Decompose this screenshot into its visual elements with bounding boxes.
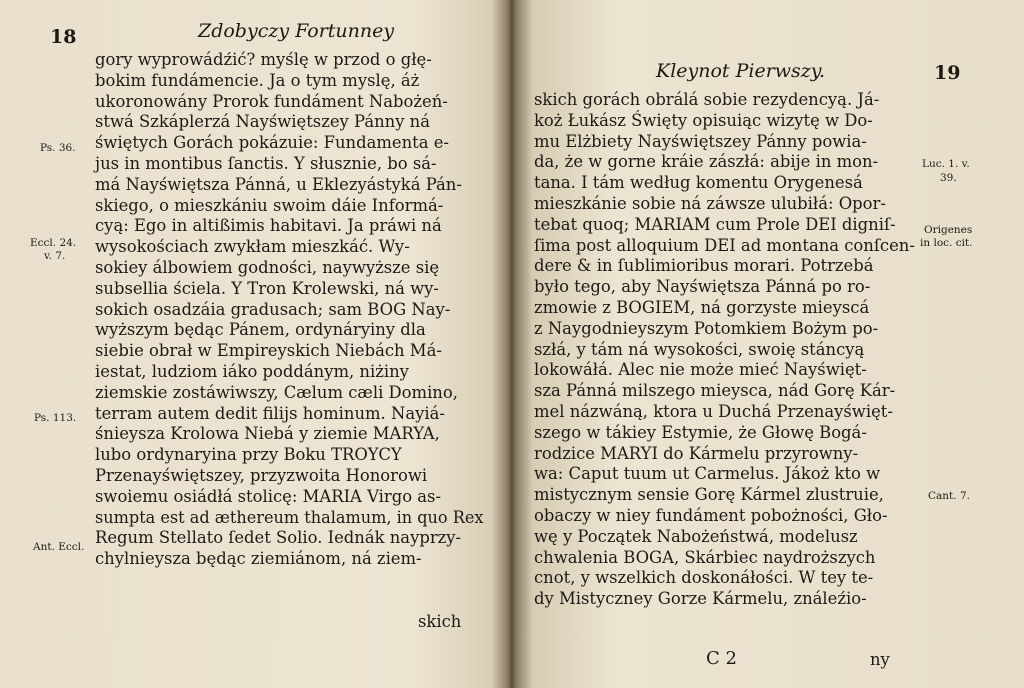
text-line: ukoronowány Prorok fundáment Nabożeń-: [95, 91, 448, 111]
text-line: lubo ordynaryina przy Boku TROYCY: [95, 445, 402, 465]
text-line: wę y Początek Nabożeństwá, modelusz: [534, 526, 858, 546]
text-line: było tego, aby Nayświętsza Pánná po ro-: [534, 277, 871, 297]
text-line: swoiemu osiádłá stolicę: MARIA Virgo as-: [95, 486, 442, 506]
text-line: dere & in ſublimioribus morari. Potrzebá: [534, 256, 874, 276]
text-line: obaczy w niey fundáment pobożności, Gło-: [534, 505, 888, 525]
text-line: iestat, ludziom iáko poddánym, niżiny: [95, 361, 409, 381]
margin-note: in loc. cit.: [920, 237, 973, 249]
text-line: zmowie z BOGIEM, ná gorzyste mieyscá: [534, 297, 870, 317]
text-line: mistycznym sensie Gorę Kármel zlustruie,: [534, 485, 884, 505]
text-line: Regum Stellato ſedet Solio. Iednák nayprzy-: [95, 528, 462, 548]
text-line: gory wyprowádźić? myślę w przod o głę-: [95, 50, 432, 69]
text-line: da, że w gorne kráie zászłá: abije in mon-: [534, 152, 879, 172]
text-line: świętych Gorách pokázuie: Fundamenta e-: [95, 133, 449, 153]
text-line: z Naygodnieyszym Potomkiem Bożym po-: [534, 318, 879, 338]
text-line: sza Pánná milszego mieysca, nád Gorę Kár-: [534, 381, 896, 401]
text-line: ziemskie zostáwiwszy, Cælum cæli Domino,: [95, 382, 458, 402]
text-line: má Nayświętsza Pánná, u Eklezyástyká Pán-: [95, 174, 462, 194]
catchword: skich: [418, 612, 462, 631]
text-line: tana. I tám według komentu Orygenesá: [534, 173, 863, 193]
text-line: skich gorách obrálá sobie rezydencyą. Já-: [534, 90, 880, 109]
text-line: subsellia ściela. Y Tron Krolewski, ná wy-: [95, 278, 439, 298]
margin-note: Luc. 1. v.: [922, 158, 970, 170]
text-line: mieszkánie sobie ná záwsze ulubiłá: Opor-: [534, 193, 886, 213]
text-line: bokim fundámencie. Ja o tym myslę, áż: [95, 70, 420, 90]
text-line: chylnieysza będąc ziemiánom, ná ziem-: [95, 549, 422, 569]
right-page: [508, 0, 1024, 688]
running-head: Kleynot Pierwszy.: [656, 60, 826, 82]
margin-note: Origenes: [924, 224, 973, 236]
catchword: ny: [870, 650, 890, 669]
margin-note: Cant. 7.: [928, 490, 970, 502]
page-body: [534, 90, 915, 610]
text-line: rodzice MARYI do Kármelu przyrowny-: [534, 443, 859, 463]
text-line: ſima post alloquium DEI ad montana conſcen-: [534, 235, 915, 255]
margin-note: Eccl. 24.: [30, 237, 77, 249]
text-line: wyższym będąc Pánem, ordynáryiny dla: [95, 320, 426, 340]
text-line: wa: Caput tuum ut Carmelus. Jákoż kto w: [534, 464, 881, 484]
text-line: stwá Szkáplerzá Nayświętszey Pánny ná: [95, 112, 430, 132]
text-line: skiego, o mieszkániu swoim dáie Informá-: [95, 195, 444, 215]
text-line: koż Łukász Święty opisuiąc wizytę w Do-: [534, 110, 873, 130]
margin-note: Ant. Eccl.: [33, 541, 85, 553]
text-line: cyą: Ego in altißimis habitavi. Ja práwi ná: [95, 216, 442, 236]
text-line: tebat quoq; MARIAM cum Prole DEI digniſ-: [534, 214, 896, 234]
text-line: mu Elżbiety Nayświętszey Pánny powia-: [534, 131, 867, 151]
margin-note: v. 7.: [44, 250, 66, 262]
text-line: lokowáłá. Alec nie może mieć Nayświęt-: [534, 360, 867, 380]
left-page: [0, 0, 500, 688]
text-line: szłá, y tám ná wysokości, swoię stáncyą: [534, 339, 865, 359]
text-line: jus in montibus ſanctis. Y słusznie, bo sá-: [95, 153, 437, 173]
text-line: cnot, y wszelkich doskonáłości. W tey te-: [534, 568, 874, 588]
text-line: mel názwáną, ktora u Duchá Przenayświęt-: [534, 401, 893, 421]
text-line: siebie obrał w Empireyskich Niebách Má-: [95, 341, 442, 361]
margin-note: 39.: [940, 172, 957, 184]
text-line: szego w tákiey Estymie, że Głowę Bogá-: [534, 422, 867, 442]
signature-mark: C 2: [706, 648, 737, 669]
margin-note: Ps. 113.: [34, 412, 77, 424]
text-line: dy Mistyczney Gorze Kármelu, ználeźio-: [534, 589, 867, 609]
text-line: wysokościach zwykłam mieszkáć. Wy-: [95, 237, 410, 257]
text-line: Przenayświętszey, przyzwoita Honorowi: [95, 465, 428, 485]
page-body: [95, 50, 490, 570]
text-line: terram autem dedit filijs hominum. Nayiá-: [95, 403, 445, 423]
text-line: sokich osadzáia gradusach; sam BOG Nay-: [95, 299, 451, 319]
text-line: sumpta est ad æthereum thalamum, in quo Rex: [95, 507, 484, 527]
page-number: 18: [50, 26, 77, 48]
text-line: chwalenia BOGA, Skárbiec naydroższych: [534, 547, 876, 567]
margin-note: Ps. 36.: [40, 142, 76, 154]
page-number: 19: [934, 62, 961, 84]
text-line: śnieysza Krolowa Niebá y ziemie MARYA,: [95, 424, 440, 444]
text-line: sokiey álbowiem godności, naywyższe się: [95, 257, 440, 277]
running-head: Zdobyczy Fortunney: [198, 20, 395, 42]
